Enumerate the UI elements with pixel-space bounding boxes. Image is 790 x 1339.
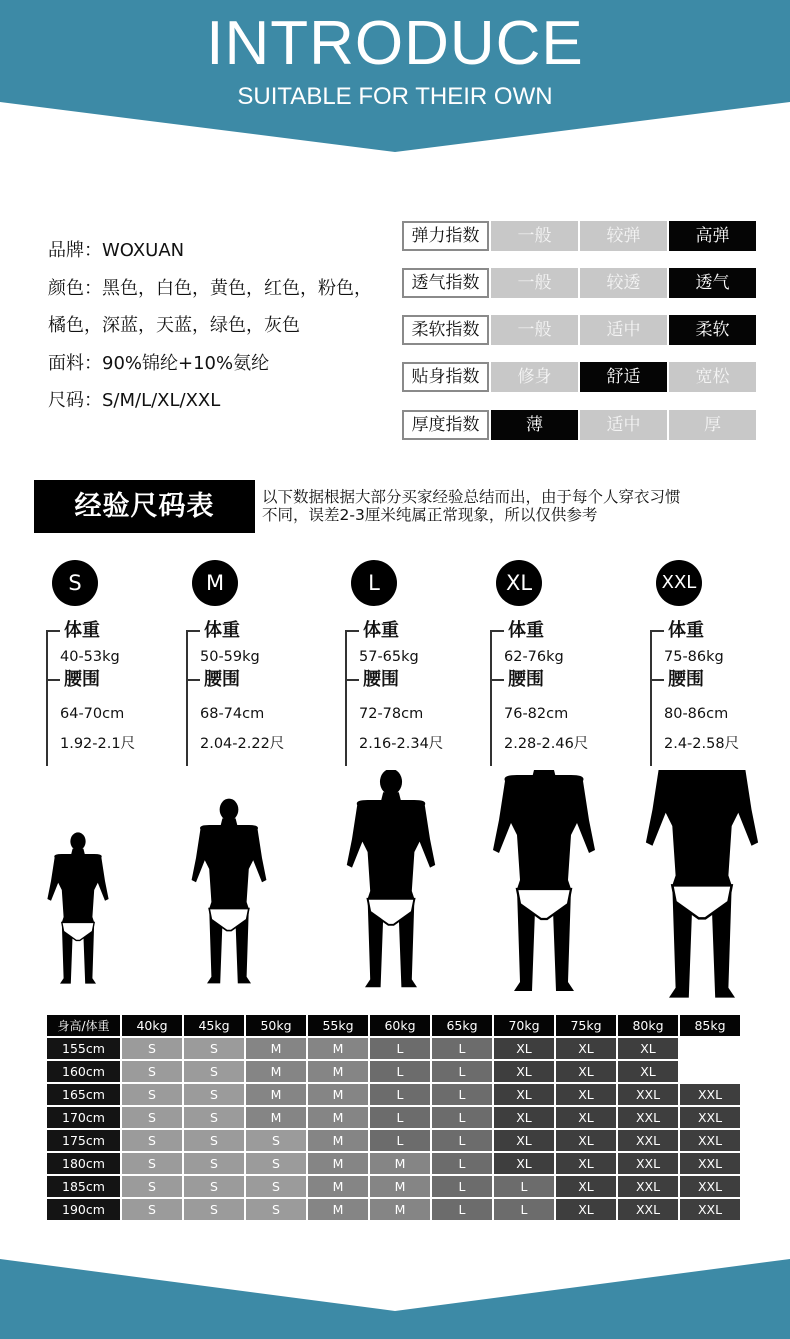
- weight-header: 70kg: [494, 1015, 554, 1036]
- index-option: 厚: [669, 410, 756, 440]
- waist-cm-value: 64-70cm: [60, 706, 125, 722]
- size-cell: M: [246, 1107, 306, 1128]
- weight-header: 75kg: [556, 1015, 616, 1036]
- size-cell: S: [184, 1084, 244, 1105]
- size-tick: [186, 630, 200, 632]
- size-cell: M: [308, 1153, 368, 1174]
- weight-value: 40-53kg: [60, 649, 120, 665]
- size-cell: L: [494, 1199, 554, 1220]
- size-cell: XL: [556, 1061, 616, 1082]
- size-cell: L: [432, 1084, 492, 1105]
- size-cell: [680, 1061, 740, 1082]
- weight-label: 体重: [668, 620, 704, 641]
- size-cell: L: [432, 1061, 492, 1082]
- size-cell: XL: [494, 1038, 554, 1059]
- table-row: [47, 1061, 740, 1082]
- index-option: 较弹: [580, 221, 667, 251]
- waist-cm-value: 72-78cm: [359, 706, 424, 722]
- weight-label: 体重: [64, 620, 100, 641]
- weight-header: 65kg: [432, 1015, 492, 1036]
- size-cell: L: [370, 1130, 430, 1151]
- size-cell: XL: [494, 1061, 554, 1082]
- size-tick: [650, 630, 664, 632]
- table-row: [47, 1199, 740, 1220]
- index-option: 一般: [491, 315, 578, 345]
- waist-chi-value: 2.4-2.58尺: [664, 736, 740, 752]
- size-cell: M: [308, 1176, 368, 1197]
- size-cell: M: [308, 1130, 368, 1151]
- size-cell: S: [122, 1107, 182, 1128]
- size-cell: XL: [494, 1130, 554, 1151]
- size-cell: M: [246, 1061, 306, 1082]
- size-cell: XXL: [618, 1153, 678, 1174]
- size-chart-note: [262, 488, 782, 524]
- size-cell: S: [122, 1061, 182, 1082]
- height-header: 175cm: [47, 1130, 120, 1151]
- index-option: 宽松: [669, 362, 756, 392]
- size-tick: [650, 679, 664, 681]
- size-cell: XL: [556, 1107, 616, 1128]
- size-cell: L: [432, 1199, 492, 1220]
- size-cell: XXL: [618, 1084, 678, 1105]
- size-cell: L: [370, 1107, 430, 1128]
- weight-value: 75-86kg: [664, 649, 724, 665]
- footer-banner: [0, 1259, 790, 1339]
- size-cell: XL: [618, 1038, 678, 1059]
- waist-chi-value: 2.16-2.34尺: [359, 736, 444, 752]
- weight-header: 45kg: [184, 1015, 244, 1036]
- waist-cm-value: 76-82cm: [504, 706, 569, 722]
- index-row: [402, 268, 756, 298]
- size-cell: M: [370, 1176, 430, 1197]
- size-cell: M: [370, 1199, 430, 1220]
- weight-value: 62-76kg: [504, 649, 564, 665]
- size-divider: [490, 630, 492, 766]
- size-cell: S: [122, 1038, 182, 1059]
- size-divider: [345, 630, 347, 766]
- waist-label: 腰围: [668, 669, 704, 690]
- waist-label: 腰围: [204, 669, 240, 690]
- size-cell: XL: [556, 1176, 616, 1197]
- size-cell: S: [122, 1176, 182, 1197]
- size-cell: S: [122, 1130, 182, 1151]
- size-cell: M: [246, 1038, 306, 1059]
- size-cell: S: [184, 1038, 244, 1059]
- size-cell: S: [246, 1176, 306, 1197]
- size-cell: XL: [556, 1199, 616, 1220]
- size-cell: XL: [494, 1107, 554, 1128]
- size-badge: XXL: [656, 560, 702, 606]
- size-cell: L: [432, 1130, 492, 1151]
- size-cell: XL: [494, 1153, 554, 1174]
- index-option-selected: 薄: [491, 410, 578, 440]
- size-cell: XL: [494, 1084, 554, 1105]
- size-divider: [650, 630, 652, 766]
- index-label: 透气指数: [402, 268, 489, 298]
- size-tick: [46, 630, 60, 632]
- size-cell: S: [122, 1199, 182, 1220]
- index-row: [402, 221, 756, 251]
- size-cell: XXL: [618, 1176, 678, 1197]
- size-chart-title: 经验尺码表: [34, 480, 255, 533]
- size-lookup-table: [45, 1013, 742, 1222]
- size-cell: L: [494, 1176, 554, 1197]
- size-badge: S: [52, 560, 98, 606]
- weight-header: 40kg: [122, 1015, 182, 1036]
- index-option: 一般: [491, 268, 578, 298]
- size-cell: M: [308, 1199, 368, 1220]
- weight-header: 50kg: [246, 1015, 306, 1036]
- size-cell: XL: [556, 1130, 616, 1151]
- size-cell: M: [246, 1084, 306, 1105]
- size-divider: [46, 630, 48, 766]
- size-cell: XL: [556, 1153, 616, 1174]
- index-option: 适中: [580, 410, 667, 440]
- weight-label: 体重: [363, 620, 399, 641]
- header-subtitle: SUITABLE FOR THEIR OWN: [237, 83, 553, 110]
- size-column: [46, 560, 186, 770]
- size-cell: S: [246, 1130, 306, 1151]
- product-info: [48, 232, 398, 420]
- size-cell: XXL: [680, 1153, 740, 1174]
- waist-chi-value: 2.04-2.22尺: [200, 736, 285, 752]
- index-row: [402, 362, 756, 392]
- height-header: 180cm: [47, 1153, 120, 1174]
- waist-cm-value: 68-74cm: [200, 706, 265, 722]
- size-cell: L: [370, 1061, 430, 1082]
- size-badge: L: [351, 560, 397, 606]
- weight-value: 50-59kg: [200, 649, 260, 665]
- index-option: 较透: [580, 268, 667, 298]
- waist-label: 腰围: [64, 669, 100, 690]
- size-divider: [186, 630, 188, 766]
- size-cell: S: [246, 1153, 306, 1174]
- size-cell: XL: [556, 1038, 616, 1059]
- info-colors-cont: 橘色，深蓝，天蓝，绿色，灰色: [48, 315, 300, 336]
- size-cell: S: [184, 1130, 244, 1151]
- size-cell: XXL: [680, 1176, 740, 1197]
- table-header-row: [47, 1015, 740, 1036]
- waist-chi-value: 1.92-2.1尺: [60, 736, 136, 752]
- size-badge: M: [192, 560, 238, 606]
- size-cell: [680, 1038, 740, 1059]
- size-badge: XL: [496, 560, 542, 606]
- size-tick: [490, 630, 504, 632]
- size-cell: XXL: [680, 1199, 740, 1220]
- size-cell: M: [308, 1084, 368, 1105]
- index-label: 厚度指数: [402, 410, 489, 440]
- size-column: [650, 560, 790, 770]
- size-cell: S: [184, 1199, 244, 1220]
- size-cell: S: [184, 1153, 244, 1174]
- weight-header: 80kg: [618, 1015, 678, 1036]
- waist-label: 腰围: [363, 669, 399, 690]
- table-row: [47, 1176, 740, 1197]
- size-cell: M: [308, 1061, 368, 1082]
- size-tick: [345, 679, 359, 681]
- size-cell: S: [184, 1061, 244, 1082]
- size-cell: XXL: [680, 1107, 740, 1128]
- weight-header: 55kg: [308, 1015, 368, 1036]
- size-cell: L: [370, 1084, 430, 1105]
- weight-header: 60kg: [370, 1015, 430, 1036]
- size-chart-note-line2: 不同，误差2-3厘米纯属正常现象，所以仅供参考: [262, 506, 598, 524]
- size-column: [186, 560, 326, 770]
- height-header: 160cm: [47, 1061, 120, 1082]
- height-header: 155cm: [47, 1038, 120, 1059]
- size-tick: [345, 630, 359, 632]
- size-cell: M: [308, 1107, 368, 1128]
- table-row: [47, 1153, 740, 1174]
- size-tick: [186, 679, 200, 681]
- index-row: [402, 315, 756, 345]
- size-column: [345, 560, 485, 770]
- index-option: 一般: [491, 221, 578, 251]
- height-header: 185cm: [47, 1176, 120, 1197]
- index-label: 弹力指数: [402, 221, 489, 251]
- waist-label: 腰围: [508, 669, 544, 690]
- size-cell: L: [432, 1153, 492, 1174]
- size-cell: L: [432, 1107, 492, 1128]
- index-row: [402, 410, 756, 440]
- table-corner: 身高/体重: [47, 1015, 120, 1036]
- index-option-selected: 舒适: [580, 362, 667, 392]
- size-cell: XL: [618, 1061, 678, 1082]
- height-header: 190cm: [47, 1199, 120, 1220]
- size-cell: S: [122, 1153, 182, 1174]
- info-brand: 品牌：WOXUAN: [48, 240, 185, 261]
- size-cell: M: [308, 1038, 368, 1059]
- size-tick: [46, 679, 60, 681]
- size-cell: XXL: [618, 1199, 678, 1220]
- size-column: [490, 560, 630, 770]
- info-colors: 颜色：黑色，白色，黄色，红色，粉色，: [48, 277, 372, 299]
- body-silhouettes: [0, 770, 790, 1005]
- table-row: [47, 1107, 740, 1128]
- size-cell: M: [370, 1153, 430, 1174]
- size-cell: S: [184, 1107, 244, 1128]
- table-row: [47, 1038, 740, 1059]
- weight-label: 体重: [508, 620, 544, 641]
- table-row: [47, 1084, 740, 1105]
- size-tick: [490, 679, 504, 681]
- index-label: 贴身指数: [402, 362, 489, 392]
- height-header: 170cm: [47, 1107, 120, 1128]
- height-header: 165cm: [47, 1084, 120, 1105]
- size-cell: L: [432, 1038, 492, 1059]
- size-cell: S: [122, 1084, 182, 1105]
- waist-cm-value: 80-86cm: [664, 706, 729, 722]
- size-cell: XXL: [680, 1084, 740, 1105]
- header-title: INTRODUCE: [206, 9, 584, 78]
- index-option: 修身: [491, 362, 578, 392]
- weight-label: 体重: [204, 620, 240, 641]
- index-option-selected: 透气: [669, 268, 756, 298]
- index-option-selected: 柔软: [669, 315, 756, 345]
- size-cell: L: [370, 1038, 430, 1059]
- waist-chi-value: 2.28-2.46尺: [504, 736, 589, 752]
- info-sizes: 尺码：S/M/L/XL/XXL: [48, 390, 221, 411]
- size-cell: XXL: [618, 1130, 678, 1151]
- size-cell: XXL: [680, 1130, 740, 1151]
- weight-header: 85kg: [680, 1015, 740, 1036]
- size-cell: L: [432, 1176, 492, 1197]
- index-option: 适中: [580, 315, 667, 345]
- index-label: 柔软指数: [402, 315, 489, 345]
- size-cell: XXL: [618, 1107, 678, 1128]
- size-cell: S: [246, 1199, 306, 1220]
- size-cell: XL: [556, 1084, 616, 1105]
- table-row: [47, 1130, 740, 1151]
- index-option-selected: 高弹: [669, 221, 756, 251]
- weight-value: 57-65kg: [359, 649, 419, 665]
- info-material: 面料：90%锦纶+10%氨纶: [48, 352, 270, 374]
- size-chart-note-line1: 以下数据根据大部分买家经验总结而出，由于每个人穿衣习惯: [262, 488, 681, 506]
- size-cell: S: [184, 1176, 244, 1197]
